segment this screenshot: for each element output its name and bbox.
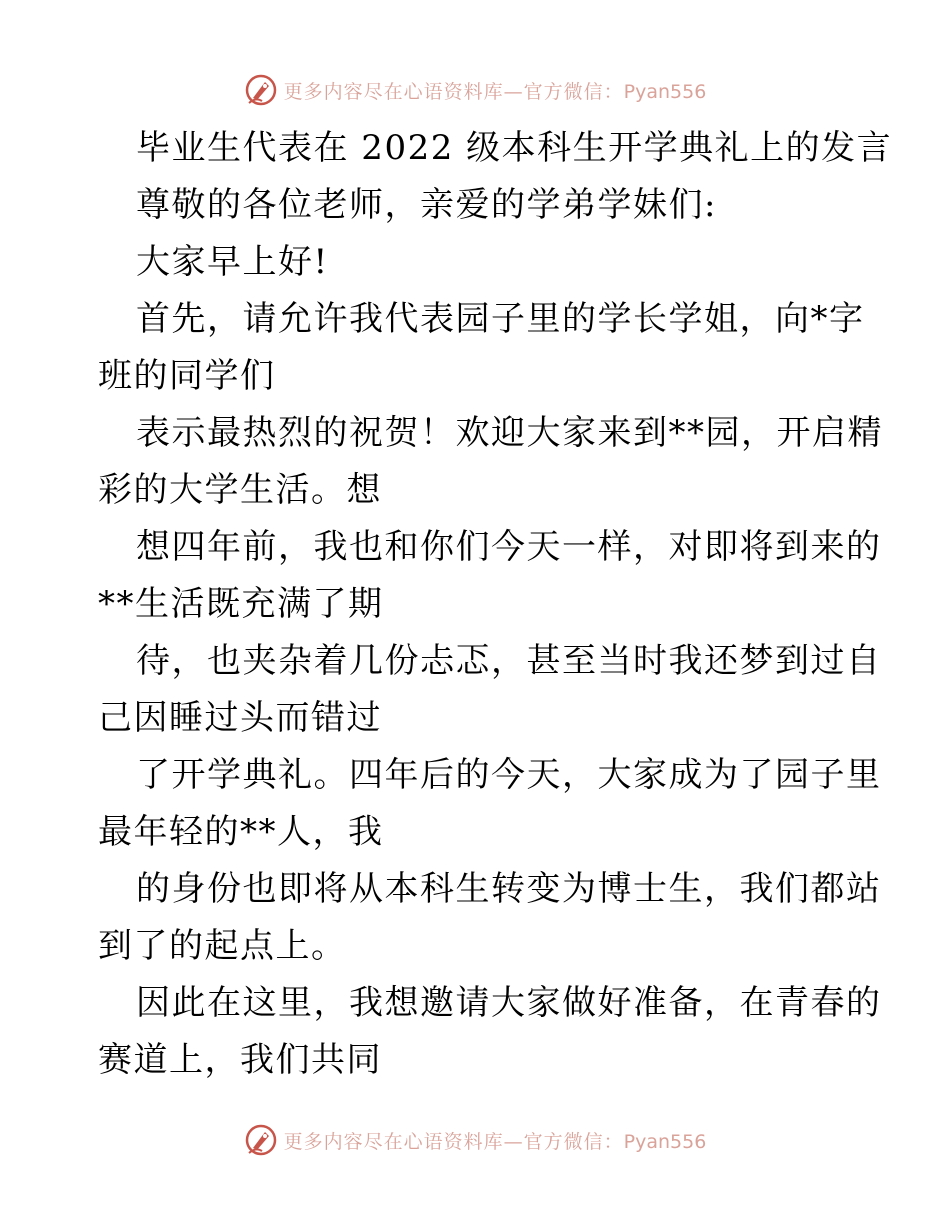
paragraph-line: 大家早上好!: [136, 242, 329, 282]
paragraph-line: 了开学典礼。四年后的今天，大家成为了园子里: [136, 755, 882, 795]
paragraph-line: 到了的起点上。: [98, 926, 347, 966]
pen-nib-logo-icon: [244, 73, 278, 107]
paragraph-line: 表示最热烈的祝贺！欢迎大家来到**园，开启精: [136, 413, 883, 453]
paragraph-line: 彩的大学生活。想: [98, 470, 382, 510]
paragraph-line: 的身份也即将从本科生转变为博士生，我们都站: [136, 869, 882, 909]
paragraph-line: **生活既充满了期: [98, 584, 384, 624]
watermark-text: 更多内容尽在心语资料库—官方微信：Pyan556: [283, 80, 707, 103]
header-watermark: [0, 72, 950, 108]
paragraph-line: 最年轻的**人，我: [98, 812, 384, 852]
watermark-wechat-id: Pyan556: [623, 80, 707, 103]
document-title: 毕业生代表在 2022 级本科生开学典礼上的发言: [136, 128, 893, 168]
watermark-text: 更多内容尽在心语资料库—官方微信：Pyan556: [283, 1130, 707, 1153]
footer-watermark: [0, 1122, 950, 1158]
paragraph-line: 待，也夹杂着几份忐忑，甚至当时我还梦到过自: [136, 641, 882, 681]
document-body: [98, 120, 893, 1089]
paragraph-line: 赛道上，我们共同: [98, 1040, 382, 1080]
pen-nib-logo-icon: [244, 1123, 278, 1157]
paragraph-line: 班的同学们: [98, 356, 276, 396]
paragraph-line: 想四年前，我也和你们今天一样，对即将到来的: [136, 527, 882, 567]
watermark-wechat-id: Pyan556: [623, 1130, 707, 1153]
paragraph-line: 己因睡过头而错过: [98, 698, 382, 738]
paragraph-line: 因此在这里，我想邀请大家做好准备，在青春的: [136, 983, 882, 1023]
paragraph-line: 首先，请允许我代表园子里的学长学姐，向*字: [136, 299, 865, 339]
paragraph-line: 尊敬的各位老师，亲爱的学弟学妹们:: [136, 185, 717, 225]
